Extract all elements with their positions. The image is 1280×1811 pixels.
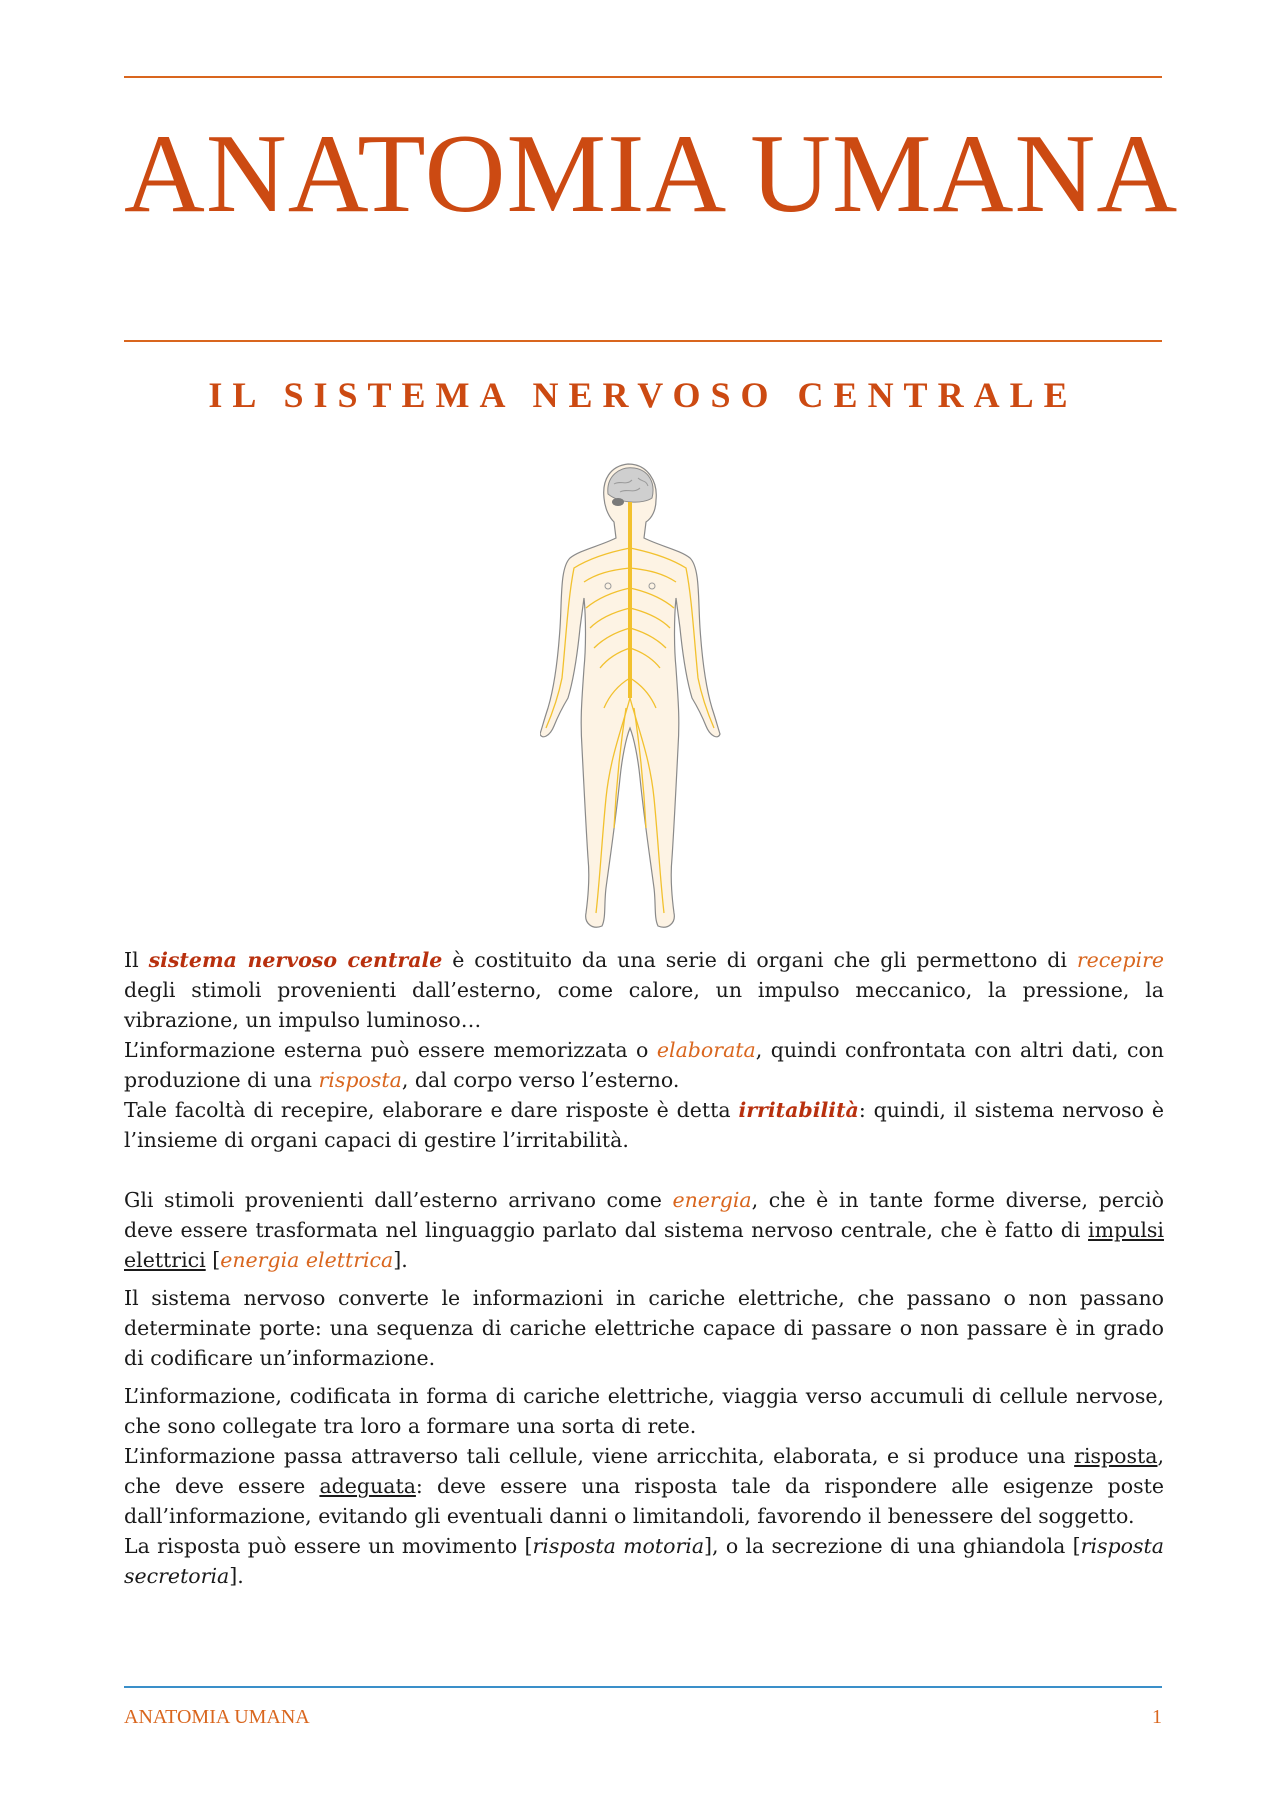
keyword-elaborata: elaborata [656,1038,756,1062]
text: , dal corpo verso l’esterno. [401,1068,680,1092]
text: degli stimoli provenienti dall’esterno, come calore, un impulso meccanico, la pressione, la vibrazione, un impulso luminoso… [124,978,1164,1032]
text: ]. [229,1564,244,1588]
text: Il [124,948,149,972]
text: ]. [393,1248,408,1272]
human-nervous-system-icon [540,458,740,932]
paragraph-8 [124,1531,1164,1591]
keyword-recepire: recepire [1076,948,1164,972]
italic-risposta-motoria: risposta motoria [532,1534,705,1558]
paragraph-3 [124,1095,1164,1155]
keyword-energia: energia [672,1188,752,1212]
keyword-risposta: risposta [318,1068,402,1092]
text: L’informazione esterna può essere memorizzata o [124,1038,657,1062]
spacer [124,1155,1164,1185]
paragraph-4 [124,1185,1164,1275]
italic-risposta-secretoria: risposta secretoria [124,1534,1164,1588]
text: : deve essere una risposta tale da rispondere alle esigenze poste dall’informazione, evitando gli eventuali danni o limitandoli, favorendo il benessere del soggetto. [124,1474,1164,1528]
footer-title: ANATOMIA UMANA [124,1706,310,1728]
nervous-system-figure [540,458,740,932]
underlined-adeguata: adeguata [319,1474,416,1498]
footer-rule [124,1686,1162,1688]
text: , che deve essere [124,1444,1164,1498]
paragraph-2 [124,1035,1164,1095]
keyword-sistema-nervoso-centrale: sistema nervoso centrale [148,948,443,972]
text: è costituito da una serie di organi che gli permettono di [442,948,1077,972]
paragraph-5: Il sistema nervoso converte le informazioni in cariche elettriche, che passano o non passano determinate porte: una sequenza di cariche elettriche capace di passare o non passare è in grado di codificare un’informazione. [124,1286,1164,1370]
text: Tale facoltà di recepire, elaborare e dare risposte è detta [124,1098,739,1122]
section-heading: IL SISTEMA NERVOSO CENTRALE [208,375,1078,415]
body-text [124,945,1164,1591]
text: , che è in tante forme diverse, perciò deve essere trasformata nel linguaggio parlato dal sistema nervoso centrale, che è fatto di [124,1188,1165,1242]
text: [ [205,1248,221,1272]
paragraph-7 [124,1441,1164,1531]
text: , quindi confrontata con altri dati, con produzione di una [124,1038,1164,1092]
page-title: ANATOMIA UMANA [124,112,1179,236]
underlined-risposta: risposta [1074,1444,1158,1468]
top-rule [124,76,1162,78]
text: ], o la secrezione di una ghiandola [ [704,1534,1081,1558]
text: : quindi, il sistema nervoso è l’insieme di organi capaci di gestire l’irritabilità. [124,1098,1164,1152]
keyword-energia-elettrica: energia elettrica [220,1248,394,1272]
page-number: 1 [1152,1706,1162,1728]
title-rule [124,340,1162,342]
paragraph-6: L’informazione, codificata in forma di cariche elettriche, viaggia verso accumuli di cellule nervose, che sono collegate tra loro a formare una sorta di rete. [124,1384,1164,1438]
keyword-irritabilita: irritabilità [738,1098,859,1122]
text: L’informazione passa attraverso tali cellule, viene arricchita, elaborata, e si produce una [124,1444,1075,1468]
paragraph-1 [124,945,1164,1035]
text: La risposta può essere un movimento [ [124,1534,533,1558]
text: Gli stimoli provenienti dall’esterno arrivano come [124,1188,673,1212]
underlined-impulsi-elettrici: impulsi elettrici [124,1218,1164,1272]
